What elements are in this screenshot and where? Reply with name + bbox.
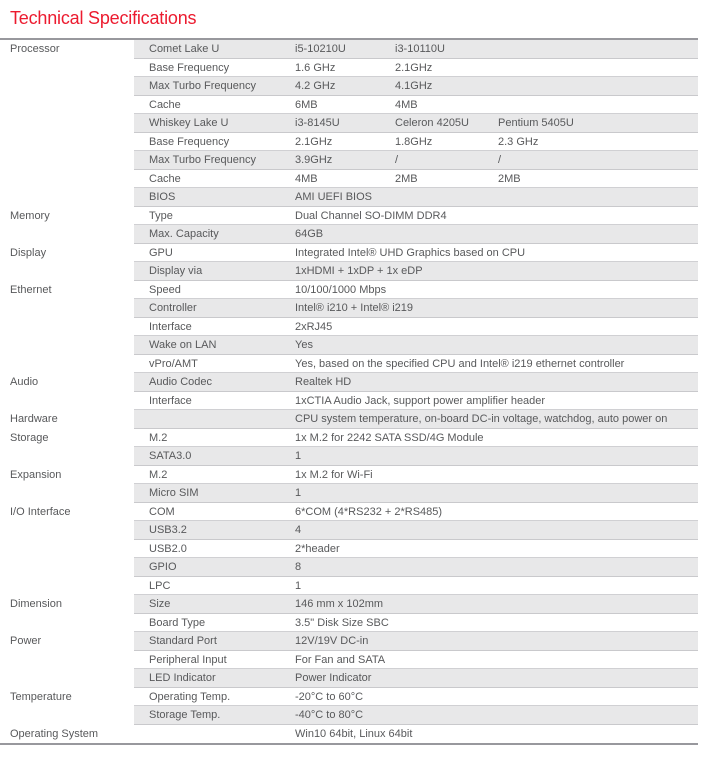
row-cells	[134, 355, 698, 374]
table-row	[0, 225, 698, 244]
row-cells	[134, 466, 698, 485]
value-cell: 64GB	[295, 228, 324, 240]
value-cell: 4MB	[295, 172, 318, 185]
category-label: Audio	[10, 376, 39, 388]
table-row	[0, 151, 698, 170]
value-cell: Yes, based on the specified CPU and Intel® i219 ethernet controller	[295, 357, 625, 370]
table-row	[0, 170, 698, 189]
table-row	[0, 651, 698, 670]
value-cell: /	[498, 154, 502, 166]
category-label: Operating System	[10, 727, 99, 740]
value-cell: i5-10210U	[295, 43, 346, 55]
value-cell: 2MB	[395, 172, 418, 185]
value-cell: 2.3 GHz	[498, 135, 539, 148]
table-row	[0, 595, 698, 614]
value-cell: 10/100/1000 Mbps	[295, 283, 387, 296]
value-cell: 1	[295, 579, 302, 592]
table-row	[0, 96, 698, 115]
attribute-label: vPro/AMT	[149, 357, 198, 370]
row-cells	[134, 392, 698, 411]
row-cells	[134, 225, 698, 244]
attribute-label: Max Turbo Frequency	[149, 80, 256, 92]
value-cell: 1.6 GHz	[295, 61, 336, 74]
value-cell: 4.1GHz	[395, 80, 433, 92]
value-cell: CPU system temperature, on-board DC-in voltage, watchdog, auto power on	[295, 413, 668, 425]
value-cell: 4MB	[395, 98, 418, 111]
value-cell: -20°C to 60°C	[295, 690, 364, 703]
category-label	[0, 355, 134, 374]
category-label	[0, 521, 134, 540]
table-row	[0, 336, 698, 355]
category-label: Hardware	[10, 413, 58, 425]
row-cells	[134, 484, 698, 503]
table-row	[0, 706, 698, 725]
value-cell: 1	[295, 487, 302, 499]
table-row	[0, 281, 698, 300]
attribute-label: USB3.2	[149, 524, 187, 536]
row-cells	[134, 410, 698, 429]
category-label	[0, 114, 134, 133]
row-cells	[134, 133, 698, 152]
attribute-label: Wake on LAN	[149, 339, 217, 351]
table-row	[0, 429, 698, 448]
category-label	[0, 336, 134, 355]
category-label: Processor	[10, 43, 60, 55]
value-cell: Realtek HD	[295, 376, 352, 388]
value-cell: 8	[295, 561, 302, 573]
row-cells	[134, 688, 698, 707]
attribute-label: Board Type	[149, 616, 206, 629]
row-cells	[134, 318, 698, 337]
value-cell: 1x M.2 for Wi-Fi	[295, 468, 373, 481]
value-cell: i3-8145U	[295, 117, 340, 129]
category-label	[0, 96, 134, 115]
value-cell: Win10 64bit, Linux 64bit	[295, 727, 413, 740]
row-cells	[134, 281, 698, 300]
row-cells	[134, 558, 698, 577]
value-cell: 1xCTIA Audio Jack, support power amplifier header	[295, 394, 546, 407]
attribute-label: Storage Temp.	[149, 709, 221, 721]
attribute-label	[134, 410, 295, 428]
table-row	[0, 484, 698, 503]
table-row	[0, 392, 698, 411]
attribute-label: Max. Capacity	[149, 228, 219, 240]
category-label	[0, 133, 134, 152]
table-row	[0, 558, 698, 577]
row-cells	[134, 262, 698, 281]
value-cell: 2xRJ45	[295, 320, 333, 333]
row-cells	[134, 503, 698, 522]
table-row	[0, 59, 698, 78]
attribute-label: Cache	[149, 172, 181, 185]
category-label: Expansion	[10, 468, 62, 481]
row-cells	[134, 170, 698, 189]
category-label	[0, 558, 134, 577]
category-label	[0, 299, 134, 318]
table-row	[0, 688, 698, 707]
category-label	[0, 651, 134, 670]
row-cells	[134, 614, 698, 633]
category-label: I/O Interface	[10, 505, 71, 518]
attribute-label: Max Turbo Frequency	[149, 154, 256, 166]
category-label: Display	[10, 246, 47, 259]
page-title: Technical Specifications	[10, 8, 197, 28]
row-cells	[134, 336, 698, 355]
category-label: Dimension	[10, 598, 62, 610]
category-label: Memory	[10, 209, 50, 222]
row-cells	[134, 244, 698, 263]
table-row	[0, 133, 698, 152]
table-row	[0, 669, 698, 688]
row-cells	[134, 188, 698, 207]
row-cells	[134, 114, 698, 133]
value-cell: 4	[295, 524, 302, 536]
row-cells	[134, 59, 698, 78]
row-cells	[134, 77, 698, 96]
attribute-label: Comet Lake U	[149, 43, 220, 55]
category-label	[0, 59, 134, 78]
category-label	[0, 484, 134, 503]
attribute-label: Micro SIM	[149, 487, 199, 499]
table-row	[0, 299, 698, 318]
attribute-label: USB2.0	[149, 542, 187, 555]
category-label	[0, 151, 134, 170]
category-label	[0, 77, 134, 96]
value-cell: 1x M.2 for 2242 SATA SSD/4G Module	[295, 431, 484, 444]
attribute-label: GPIO	[149, 561, 177, 573]
row-cells	[134, 299, 698, 318]
table-row	[0, 355, 698, 374]
value-cell: Yes	[295, 339, 313, 351]
attribute-label: Whiskey Lake U	[149, 117, 229, 129]
table-row	[0, 40, 698, 59]
attribute-label: Audio Codec	[149, 376, 212, 388]
value-cell: 2*header	[295, 542, 340, 555]
row-cells	[134, 651, 698, 670]
table-row	[0, 77, 698, 96]
value-cell: For Fan and SATA	[295, 653, 386, 666]
row-cells	[134, 373, 698, 392]
category-label	[0, 577, 134, 596]
value-cell: 4.2 GHz	[295, 80, 336, 92]
table-row	[0, 577, 698, 596]
table-row	[0, 207, 698, 226]
row-cells	[134, 447, 698, 466]
value-cell: 3.5" Disk Size SBC	[295, 616, 389, 629]
attribute-label: LPC	[149, 579, 171, 592]
row-cells	[134, 429, 698, 448]
table-row	[0, 632, 698, 651]
attribute-label: BIOS	[149, 191, 176, 203]
row-cells	[134, 207, 698, 226]
table-row	[0, 521, 698, 540]
attribute-label: M.2	[149, 468, 168, 481]
row-cells	[134, 632, 698, 651]
value-cell: 2.1GHz	[395, 61, 433, 74]
row-cells	[134, 151, 698, 170]
value-cell: 1xHDMI + 1xDP + 1x eDP	[295, 265, 423, 277]
table-row	[0, 244, 698, 263]
value-cell: 1.8GHz	[395, 135, 433, 148]
category-label	[0, 540, 134, 559]
row-cells	[134, 40, 698, 59]
category-label	[0, 318, 134, 337]
category-label	[0, 614, 134, 633]
value-cell: AMI UEFI BIOS	[295, 191, 373, 203]
attribute-label: Size	[149, 598, 171, 610]
category-label	[0, 188, 134, 207]
attribute-label: GPU	[149, 246, 173, 259]
value-cell: Celeron 4205U	[395, 117, 469, 129]
row-cells	[134, 577, 698, 596]
row-cells	[134, 96, 698, 115]
table-row	[0, 447, 698, 466]
value-cell: 2.1GHz	[295, 135, 333, 148]
attribute-label: M.2	[149, 431, 168, 444]
value-cell: Integrated Intel® UHD Graphics based on CPU	[295, 246, 526, 259]
value-cell: 6MB	[295, 98, 318, 111]
table-row	[0, 318, 698, 337]
attribute-label: Interface	[149, 394, 192, 407]
value-cell: Power Indicator	[295, 672, 372, 684]
category-label	[0, 225, 134, 244]
table-row	[0, 540, 698, 559]
value-cell: Intel® i210 + Intel® i219	[295, 302, 414, 314]
category-label	[0, 447, 134, 466]
table-row	[0, 725, 698, 744]
table-row	[0, 503, 698, 522]
table-row	[0, 262, 698, 281]
value-cell: 2MB	[498, 172, 521, 185]
attribute-label: Display via	[149, 265, 203, 277]
category-label	[0, 170, 134, 189]
row-cells	[134, 521, 698, 540]
value-cell: 6*COM (4*RS232 + 2*RS485)	[295, 505, 443, 518]
attribute-label: SATA3.0	[149, 450, 192, 462]
table-row	[0, 410, 698, 429]
table-row	[0, 188, 698, 207]
attribute-label: Controller	[149, 302, 197, 314]
attribute-label: Type	[149, 209, 173, 222]
attribute-label: Operating Temp.	[149, 690, 231, 703]
category-label	[0, 669, 134, 688]
table-row	[0, 373, 698, 392]
row-cells	[134, 725, 698, 744]
category-label: Power	[10, 635, 42, 647]
category-label: Ethernet	[10, 283, 52, 296]
value-cell: 146 mm x 102mm	[295, 598, 384, 610]
attribute-label	[134, 725, 295, 744]
value-cell: Pentium 5405U	[498, 117, 574, 129]
attribute-label: Speed	[149, 283, 181, 296]
value-cell: i3-10110U	[395, 43, 445, 55]
attribute-label: Interface	[149, 320, 192, 333]
attribute-label: Base Frequency	[149, 61, 230, 74]
category-label: Temperature	[10, 690, 72, 703]
table-row	[0, 466, 698, 485]
category-label	[0, 706, 134, 725]
row-cells	[134, 669, 698, 688]
table-row	[0, 614, 698, 633]
row-cells	[134, 706, 698, 725]
attribute-label: COM	[149, 505, 175, 518]
row-cells	[134, 540, 698, 559]
category-label	[0, 262, 134, 281]
row-cells	[134, 595, 698, 614]
category-label	[0, 392, 134, 411]
attribute-label: Base Frequency	[149, 135, 230, 148]
value-cell: Dual Channel SO-DIMM DDR4	[295, 209, 447, 222]
attribute-label: Peripheral Input	[149, 653, 227, 666]
attribute-label: Standard Port	[149, 635, 217, 647]
spec-table	[0, 38, 698, 745]
value-cell: 3.9GHz	[295, 154, 333, 166]
category-label: Storage	[10, 431, 49, 444]
attribute-label: Cache	[149, 98, 181, 111]
attribute-label: LED Indicator	[149, 672, 216, 684]
value-cell: -40°C to 80°C	[295, 709, 364, 721]
value-cell: 1	[295, 450, 302, 462]
value-cell: /	[395, 154, 399, 166]
table-row	[0, 114, 698, 133]
value-cell: 12V/19V DC-in	[295, 635, 369, 647]
